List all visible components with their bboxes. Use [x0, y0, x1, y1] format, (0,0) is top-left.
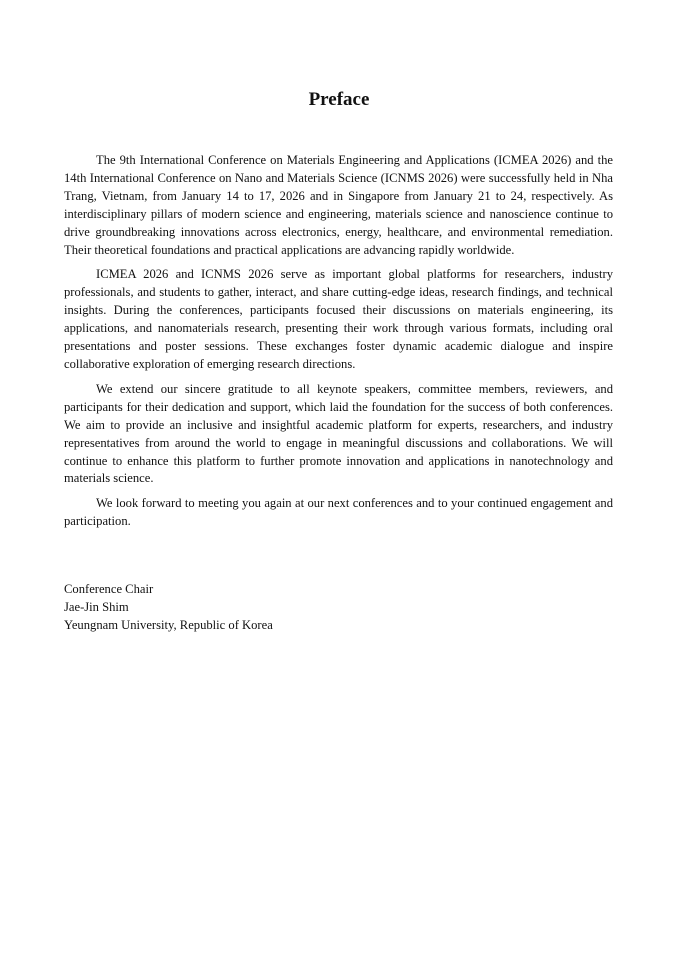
paragraph-2: ICMEA 2026 and ICNMS 2026 serve as important global platforms for researchers, industry professionals, and students to gather, interact, and share cutting-edge ideas, research findings, and technical insights. During the conferences, participants focused their discussions on materials engineering, its applications, and nanomaterials research, presenting their work through various formats, including oral presentations and poster sessions. These exchanges foster dynamic academic dialogue and inspire collaborative exploration of emerging research directions.	[64, 267, 613, 371]
signature-block	[64, 581, 464, 635]
page-title: Preface	[308, 89, 370, 110]
paragraph-3: We extend our sincere gratitude to all keynote speakers, committee members, reviewers, and participants for their dedication and support, which laid the foundation for the success of both conferences. We aim to provide an inclusive and insightful academic platform for experts, researchers, and industry representatives from around the world to engage in meaningful discussions and collaborations. We will continue to enhance this platform to further promote innovation and applications in nanotechnology and materials science.	[64, 381, 613, 486]
paragraph-4: We look forward to meeting you again at our next conferences and to your continued engagement and participation.	[64, 496, 613, 529]
preface-body	[64, 152, 613, 538]
signature-name: Jae-Jin Shim	[64, 599, 129, 614]
paragraph-1: The 9th International Conference on Materials Engineering and Applications (ICMEA 2026) and the 14th International Conference on Nano and Materials Science (ICNMS 2026) were successfully held in Nha Trang, Vietnam, from January 14 to 17, 2026 and in Singapore from January 21 to 24, respectively. As interdisciplinary pillars of modern science and engineering, materials science and nanoscience continue to drive groundbreaking innovations across electronics, energy, healthcare, and environmental remediation. Their theoretical foundations and practical applications are advancing rapidly worldwide.	[64, 153, 613, 257]
signature-affiliation: Yeungnam University, Republic of Korea	[64, 617, 273, 632]
signature-role: Conference Chair	[64, 582, 154, 596]
